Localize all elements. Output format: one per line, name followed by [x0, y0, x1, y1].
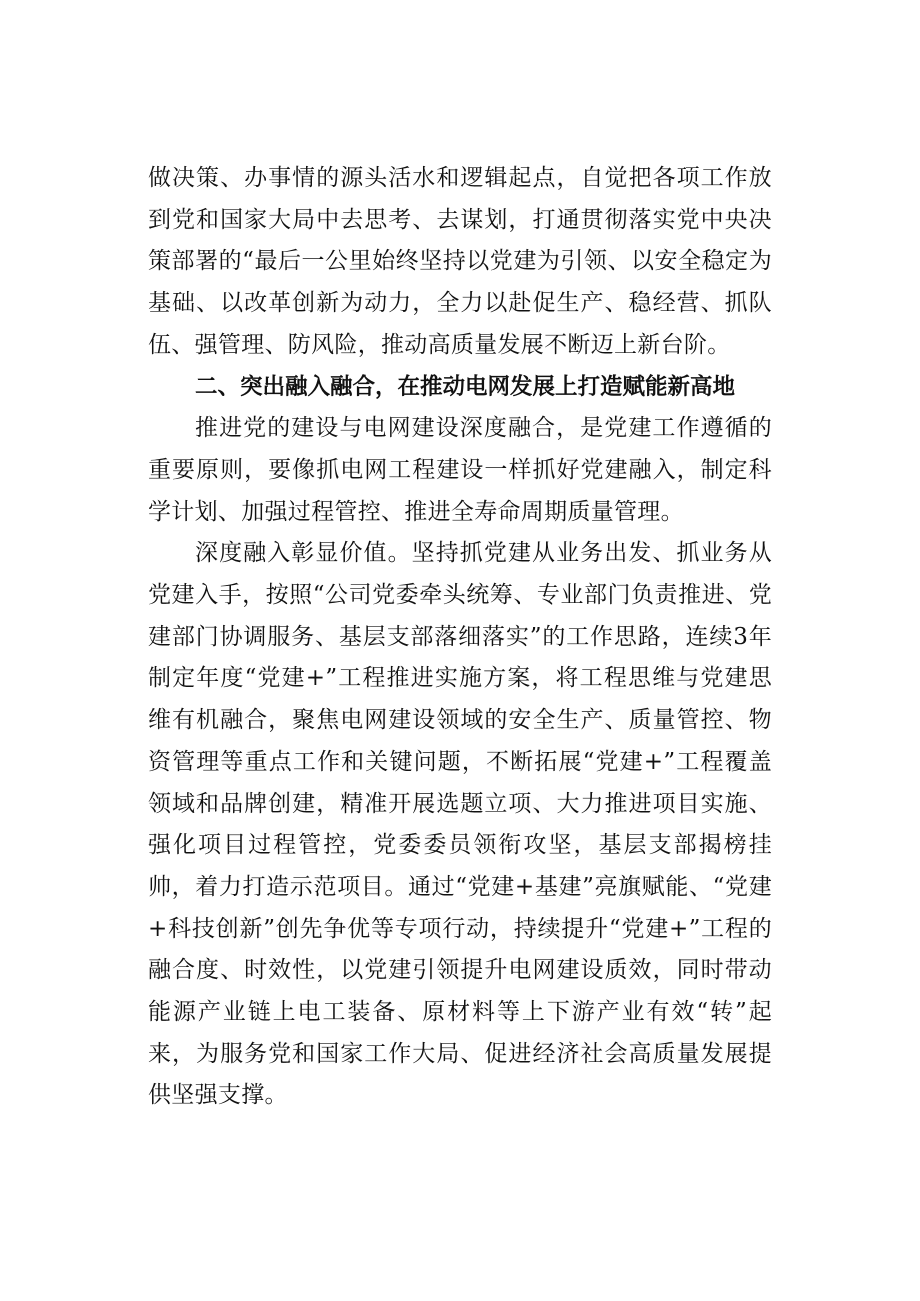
paragraph-continuation: 做决策、办事情的源头活水和逻辑起点，自觉把各项工作放到党和国家大局中去思考、去谋划，打通贯彻落实党中央决策部署的“最后一公里始终坚持以党建为引领、以安全稳定为基础、以改革创新为动力，全力以赴促生产、稳经营、抓队伍、强管理、防风险，推动高质量发展不断迈上新台阶。 — [148, 165, 772, 358]
paragraph-deep-integration: 深度融入彰显价值。坚持抓党建从业务出发、抓业务从党建入手，按照“公司党委牵头统筹、专业部门负责推进、党建部门协调服务、基层支部落细落实”的工作思路，连续3年制定年度“党建+”工程推进实施方案，将工程思维与党建思维有机融合，聚焦电网建设领域的安全生产、质量管控、物资管理等重点工作和关键问题，不断拓展“党建+”工程覆盖领域和品牌创建，精准开展选题立项、大力推进项目实施、强化项目过程管控，党委委员领衔攻坚，基层支部揭榜挂帅，着力打造示范项目。通过“党建+基建”亮旗赋能、“党建+科技创新”创先争优等专项行动，持续提升“党建+”工程的融合度、时效性，以党建引领提升电网建设质效，同时带动能源产业链上电工装备、原材料等上下游产业有效“转”起来，为服务党和国家工作大局、促进经济社会高质量发展提供坚强支撑。 — [148, 540, 772, 1109]
paragraph-principle: 推进党的建设与电网建设深度融合，是党建工作遵循的重要原则，要像抓电网工程建设一样抓好党建融入，制定科学计划、加强过程管控、推进全寿命周期质量管理。 — [148, 415, 772, 525]
section-heading: 二、突出融入融合，在推动电网发展上打造赋能新高地 — [195, 373, 736, 400]
document-body — [148, 158, 772, 1117]
